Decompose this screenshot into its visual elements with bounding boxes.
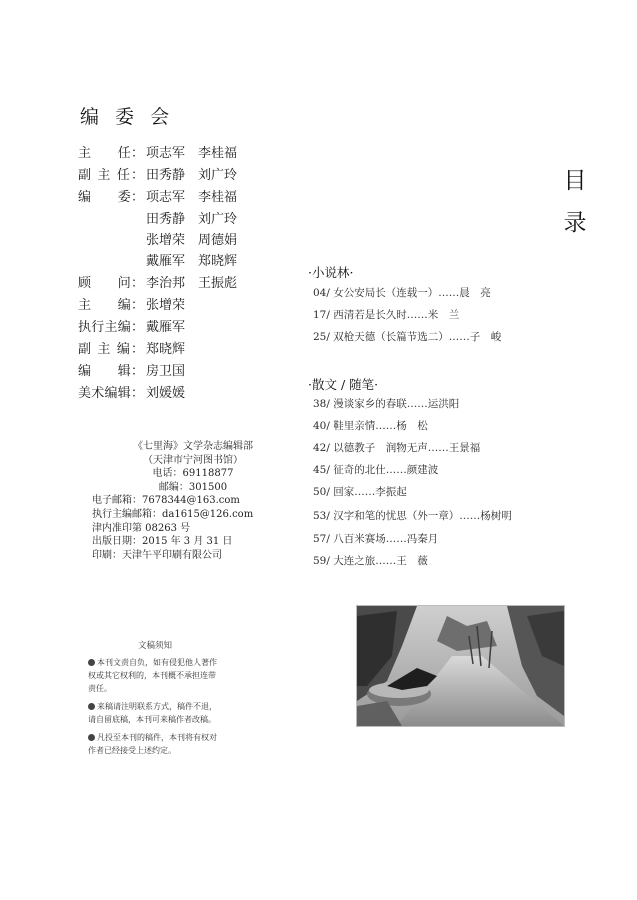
toc-item[interactable]: 50/ 回家……李振起 <box>313 486 407 498</box>
colophon-detail: 电子邮箱：7678344@163.com <box>92 495 240 507</box>
staff-row <box>78 340 185 360</box>
staff-row <box>78 252 237 272</box>
staff-row <box>78 144 237 164</box>
staff-row <box>78 274 237 294</box>
toc-item[interactable]: 17/ 西清若是长久时……米 兰 <box>313 309 460 321</box>
staff-names: 房卫国 <box>146 364 186 379</box>
notice-text: 来稿请注明联系方式，稿件不退，请自留底稿，本刊可来稿作者改稿。 <box>88 702 217 724</box>
toc-section-title: ·小说林· <box>308 265 354 280</box>
colophon-detail: 出版日期：2015 年 3 月 31 日 <box>92 536 233 548</box>
staff-row <box>78 296 185 316</box>
colophon-line: 邮编：301500 <box>158 481 228 493</box>
staff-names: 郑晓辉 <box>146 342 186 357</box>
staff-names: 戴雁军 郑晓辉 <box>146 254 238 269</box>
editorial-board-title: 编 委 会 <box>80 106 175 128</box>
notice-item <box>88 700 222 726</box>
staff-role: 顾 问： <box>78 276 144 291</box>
notice-text: 凡投至本刊的稿件，本刊将有权对作者已经接受上述约定。 <box>88 733 217 755</box>
staff-role: 主 任： <box>78 146 144 161</box>
toc-heading-char: 录 <box>563 210 587 236</box>
toc-section-title: ·散文 / 随笔· <box>308 377 379 392</box>
staff-role: 编 辑： <box>78 364 144 379</box>
staff-row <box>78 362 185 382</box>
colophon-line: 电话：69118877 <box>152 468 234 480</box>
staff-names: 戴雁军 <box>146 320 186 335</box>
toc-item[interactable]: 53/ 汉字和笔的忧思（外一章）……杨树明 <box>313 510 512 522</box>
toc-item[interactable]: 45/ 征奇的北仕……颜建波 <box>313 464 439 476</box>
staff-names: 项志军 李桂福 <box>146 190 238 205</box>
toc-item[interactable]: 40/ 鞋里亲情……杨 松 <box>313 420 428 432</box>
submission-notice <box>88 640 222 762</box>
toc-item[interactable]: 04/ 女公安局长（连载一）……晨 亮 <box>313 287 491 299</box>
staff-role: 副 主 任： <box>78 168 144 183</box>
scenery-photo <box>356 605 565 727</box>
notice-item <box>88 656 222 695</box>
staff-role: 编 委： <box>78 190 144 205</box>
staff-row <box>78 318 185 338</box>
staff-names: 田秀静 刘广玲 <box>146 168 238 183</box>
staff-names: 李治邦 王振彪 <box>146 276 238 291</box>
staff-names: 项志军 李桂福 <box>146 146 238 161</box>
notice-title: 文稿须知 <box>137 641 172 651</box>
colophon-detail: 印刷：天津午平印刷有限公司 <box>92 549 222 561</box>
staff-row <box>78 166 237 186</box>
staff-names: 刘媛媛 <box>146 386 186 401</box>
staff-role: 副 主 编： <box>78 342 144 357</box>
notice-text: 本刊文责自负，如有侵犯他人著作权或其它权利的，本刊概不承担连带责任。 <box>88 658 217 693</box>
staff-row <box>78 210 237 230</box>
colophon-line: （天津市宁河图书馆） <box>143 454 243 466</box>
staff-role: 主 编： <box>78 298 144 313</box>
scenery-photo-image <box>357 606 564 726</box>
staff-names: 张增荣 <box>146 298 186 313</box>
staff-row <box>78 231 237 251</box>
toc-item[interactable]: 59/ 大连之旅……王 薇 <box>313 555 428 567</box>
colophon <box>78 440 308 562</box>
toc-heading <box>562 160 588 244</box>
staff-role: 美术编辑： <box>78 386 144 401</box>
toc-heading-char: 目 <box>563 168 587 194</box>
bullet-icon <box>88 703 95 710</box>
toc-item[interactable]: 38/ 漫谈家乡的春联……运洪阳 <box>313 398 460 410</box>
colophon-line: 《七里海》文学杂志编辑部 <box>133 441 253 452</box>
staff-role: 执行主编： <box>78 320 144 335</box>
bullet-icon <box>88 734 95 741</box>
bullet-icon <box>88 659 95 666</box>
staff-names: 田秀静 刘广玲 <box>146 212 238 227</box>
staff-row <box>78 384 185 404</box>
toc-item[interactable]: 57/ 八百米赛场……冯秦月 <box>313 533 439 545</box>
colophon-detail: 执行主编邮箱：da1615@126.com <box>92 508 254 520</box>
colophon-detail: 津内准印第 08263 号 <box>92 522 191 534</box>
staff-row <box>78 188 237 208</box>
staff-names: 张增荣 周德娟 <box>146 233 238 248</box>
notice-item <box>88 731 222 757</box>
toc-item[interactable]: 42/ 以德教子 润物无声……王景福 <box>313 442 481 454</box>
toc-item[interactable]: 25/ 双枪天德（长篇节选二）……子 峻 <box>313 331 502 343</box>
